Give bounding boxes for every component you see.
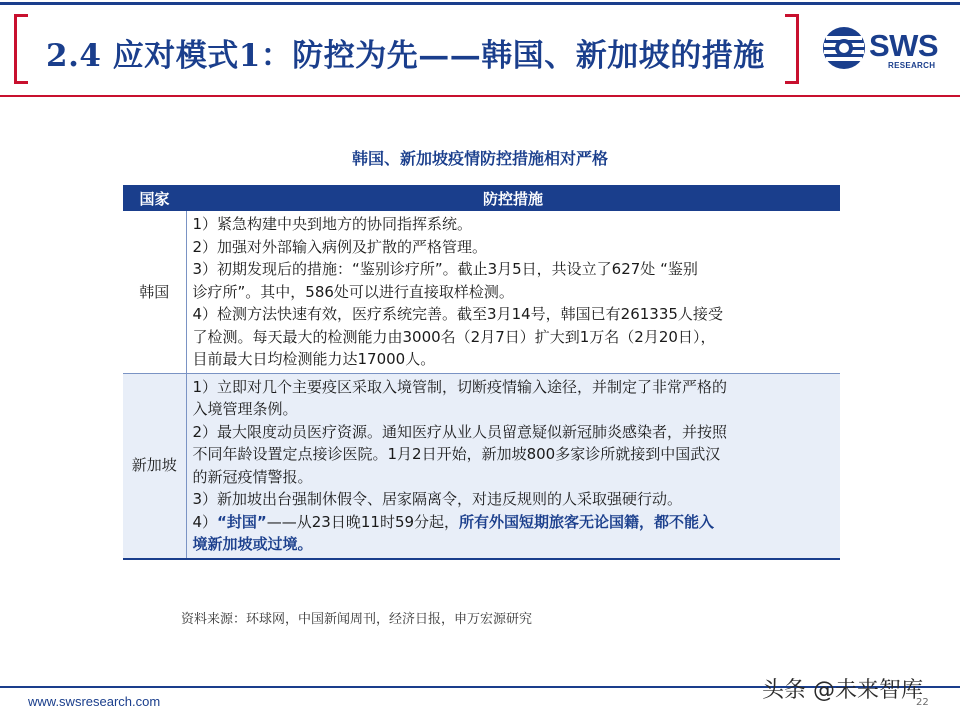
- watermark: 头条 @未来智库: [762, 678, 923, 703]
- lockdown-time: ——从23日晚11时59分起，: [266, 512, 460, 531]
- lockdown-rule: 所有外国短期旅客无论国籍，都不能入: [459, 512, 715, 531]
- header-country: 国家: [123, 185, 186, 211]
- header-divider: [0, 95, 960, 97]
- table-row-korea: [123, 211, 840, 373]
- page-title: 2.4 应对模式1：防控为先——韩国、新加坡的措施: [46, 38, 765, 74]
- table-title: 韩国、新加坡疫情防控措施相对严格: [351, 149, 608, 168]
- measures-cell-korea: [186, 211, 840, 373]
- measure-line: 入境管理条例。: [192, 400, 298, 418]
- measure-line: 不同年龄设置定点接诊医院。1月2日开始，新加坡800多家诊所就接到中国武汉: [192, 445, 721, 463]
- measure-line: 目前最大日均检测能力达17000人。: [192, 350, 436, 368]
- measure-line: 2）最大限度动员医疗资源。通知医疗从业人员留意疑似新冠肺炎感染者，并按照: [192, 422, 728, 441]
- top-rule: [0, 2, 960, 5]
- table-row-singapore: [123, 373, 840, 559]
- measure-line-lockdown: [193, 511, 837, 534]
- country-cell-korea: 韩国: [123, 211, 186, 373]
- header-measures: 防控措施: [186, 185, 840, 211]
- measure-line: 1）紧急构建中央到地方的协同指挥系统。: [192, 215, 473, 233]
- sws-logo: [822, 24, 942, 76]
- measure-line: 诊疗所”。其中，586处可以进行直接取样检测。: [192, 282, 514, 301]
- measure-line: 3）新加坡出台强制休假令、居家隔离令，对违反规则的人采取强硬行动。: [192, 490, 683, 508]
- footer-website[interactable]: www.swsresearch.com: [28, 694, 161, 709]
- measures-cell-singapore: [186, 373, 840, 559]
- lockdown-term: “封国”: [217, 512, 267, 531]
- measure-line: 3）初期发现后的措施：“鉴别诊疗所”。截止3月5日，共设立了627处 “鉴别: [192, 260, 698, 278]
- measures-table: [123, 185, 840, 560]
- logo-subtext: RESEARCH: [888, 61, 936, 70]
- table-header-row: [123, 185, 840, 211]
- logo-text: SWS: [869, 28, 939, 63]
- measure-line: 1）立即对几个主要疫区采取入境管制，切断疫情输入途径，并制定了非常严格的: [192, 377, 728, 396]
- measure-line: 4）检测方法快速有效，医疗系统完善。截至3月14号，韩国已有261335人接受: [192, 305, 723, 323]
- lockdown-rule-end: 境新加坡或过境。: [192, 535, 313, 553]
- measure-line: 2）加强对外部输入病例及扩散的严格管理。: [192, 237, 488, 256]
- measure-line: 的新冠疫情警报。: [192, 467, 313, 486]
- country-cell-singapore: 新加坡: [123, 373, 186, 559]
- page-number: 22: [916, 697, 929, 708]
- lockdown-prefix: 4）: [192, 512, 218, 531]
- title-bracket-left: [14, 14, 28, 84]
- measure-line: 了检测。每天最大的检测能力由3000名（2月7日）扩大到1万名（2月20日），: [192, 327, 716, 346]
- source-note: 资料来源：环球网，中国新闻周刊，经济日报，申万宏源研究: [181, 612, 533, 627]
- slide-header: [0, 0, 960, 100]
- title-bracket-right: [785, 14, 799, 84]
- sws-logo-icon: [822, 26, 866, 70]
